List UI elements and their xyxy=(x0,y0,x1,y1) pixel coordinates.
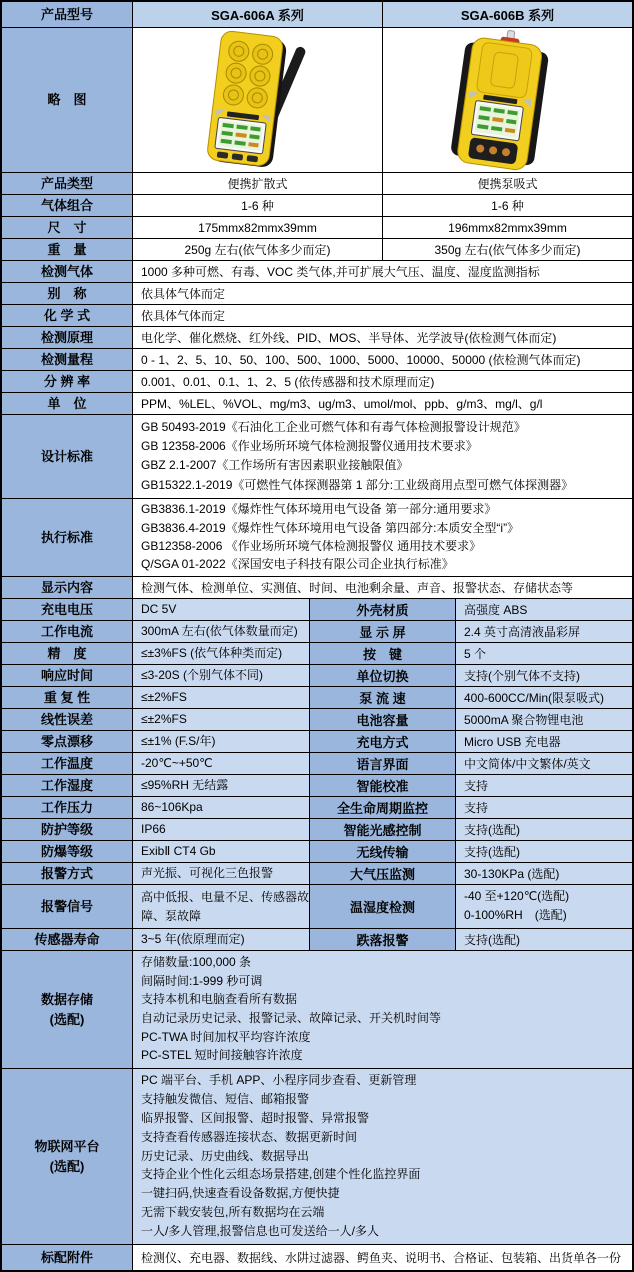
iot-platform-lines xyxy=(132,1069,632,1244)
spec-label: 产品类型 xyxy=(2,173,132,194)
spec-value: 30-130KPa (选配) xyxy=(455,863,632,884)
spec-value: 支持(个别气体不支持) xyxy=(455,665,632,686)
spec-label-line: 物联网平台 xyxy=(34,1139,100,1154)
standard-line: GB3836.1-2019《爆炸性气体环境用电气设备 第一部分:通用要求》 xyxy=(141,502,497,517)
row-design-standard xyxy=(2,414,632,498)
feature-line: 临界报警、区间报警、超时报警、异常报警 xyxy=(141,1110,370,1125)
spec-label: 报警信号 xyxy=(2,885,132,928)
spec-label: 单 位 xyxy=(2,393,132,414)
row-data-storage xyxy=(2,950,632,1068)
standard-line: GB15322.1-2019《可燃性气体探测器第 1 部分:工业级商用点型可燃气体探测器》 xyxy=(141,477,574,492)
row-working-humidity xyxy=(2,774,632,796)
spec-label: 检测量程 xyxy=(2,349,132,370)
row-dimensions xyxy=(2,216,632,238)
row-gas-combination xyxy=(2,194,632,216)
spec-label: 泵 流 速 xyxy=(309,687,455,708)
spec-label: 检测原理 xyxy=(2,327,132,348)
spec-label: 外壳材质 xyxy=(309,599,455,620)
spec-label: 语言界面 xyxy=(309,753,455,774)
spec-value: IP66 xyxy=(132,819,309,840)
row-detect-gas xyxy=(2,260,632,282)
spec-label: 线性误差 xyxy=(2,709,132,730)
row-chemical-formula xyxy=(2,304,632,326)
spec-label: 别 称 xyxy=(2,283,132,304)
spec-label xyxy=(2,1069,132,1244)
spec-value: 支持(选配) xyxy=(455,929,632,950)
spec-value: 0 - 1、2、5、10、50、100、500、1000、5000、10000、50000 (依检测气体而定) xyxy=(132,349,632,370)
spec-value: ≤±2%FS xyxy=(132,709,309,730)
row-unit xyxy=(2,392,632,414)
spec-value-a: 175mmx82mmx39mm xyxy=(132,217,382,238)
row-working-current xyxy=(2,620,632,642)
spec-label: 充电方式 xyxy=(309,731,455,752)
spec-label: 零点漂移 xyxy=(2,731,132,752)
spec-label: 检测气体 xyxy=(2,261,132,282)
feature-line: 支持触发微信、短信、邮箱报警 xyxy=(141,1091,310,1106)
spec-value xyxy=(455,885,632,928)
spec-value: ExibⅡ CT4 Gb xyxy=(132,841,309,862)
sketch-label: 略 图 xyxy=(2,28,132,172)
spec-value: 支持(选配) xyxy=(455,819,632,840)
spec-value: 依具体气体而定 xyxy=(132,305,632,326)
spec-value: 检测仪、充电器、数据线、水阱过滤器、鳄鱼夹、说明书、合格证、包装箱、出货单各一份 xyxy=(132,1245,632,1270)
spec-value: 400-600CC/Min(限泵吸式) xyxy=(455,687,632,708)
spec-value: 支持 xyxy=(455,775,632,796)
spec-label: 防护等级 xyxy=(2,819,132,840)
row-charge-voltage xyxy=(2,598,632,620)
spec-label-line: (选配) xyxy=(49,1011,85,1027)
spec-label: 工作压力 xyxy=(2,797,132,818)
spec-label: 工作温度 xyxy=(2,753,132,774)
spec-value: 0.001、0.01、0.1、1、2、5 (依传感器和技术原理而定) xyxy=(132,371,632,392)
spec-value: -20℃~+50℃ xyxy=(132,753,309,774)
spec-value: 电化学、催化燃烧、红外线、PID、MOS、半导体、光学波导(依检测气体而定) xyxy=(132,327,632,348)
feature-line: 支持本机和电脑查看所有数据 xyxy=(141,992,298,1007)
spec-value: 2.4 英寸高清液晶彩屏 xyxy=(455,621,632,642)
feature-line: PC-TWA 时间加权平均容许浓度 xyxy=(141,1029,311,1044)
row-repeatability xyxy=(2,686,632,708)
row-detection-range xyxy=(2,348,632,370)
spec-value-b: 350g 左右(依气体多少而定) xyxy=(382,239,632,260)
row-product-model xyxy=(2,2,632,27)
device-b-image xyxy=(382,28,632,172)
feature-line: 支持企业个性化云组态场景搭建,创建个性化监控界面 xyxy=(141,1167,421,1182)
spec-value-a: 250g 左右(依气体多少而定) xyxy=(132,239,382,260)
spec-value: 声光振、可视化三色报警 xyxy=(132,863,309,884)
sga-606b-device-icon xyxy=(408,30,608,171)
spec-value: ≤±3%FS (依气体种类而定) xyxy=(132,643,309,664)
spec-value-b: 便携泵吸式 xyxy=(382,173,632,194)
spec-label: 防爆等级 xyxy=(2,841,132,862)
row-protection-class xyxy=(2,818,632,840)
standard-line: GB3836.4-2019《爆炸性气体环境用电气设备 第四部分:本质安全型“i”》 xyxy=(141,520,520,535)
row-zero-drift xyxy=(2,730,632,752)
row-exec-standard xyxy=(2,498,632,576)
feature-line: 间隔时间:1-999 秒可调 xyxy=(141,973,263,988)
design-standard-lines xyxy=(132,415,632,498)
spec-label: 跌落报警 xyxy=(309,929,455,950)
feature-line: 历史记录、历史曲线、数据导出 xyxy=(141,1148,310,1163)
row-working-temperature xyxy=(2,752,632,774)
row-alias xyxy=(2,282,632,304)
spec-label: 显示内容 xyxy=(2,577,132,598)
data-storage-lines xyxy=(132,951,632,1068)
spec-label: 传感器寿命 xyxy=(2,929,132,950)
spec-value: PPM、%LEL、%VOL、mg/m3、ug/m3、umol/mol、ppb、g/m3、mg/l、g/l xyxy=(132,393,632,414)
product-model-label: 产品型号 xyxy=(2,2,132,27)
spec-value: DC 5V xyxy=(132,599,309,620)
standard-line: GB 50493-2019《石油化工企业可燃气体和有毒气体检测报警设计规范》 xyxy=(141,419,526,434)
spec-value-b: 196mmx82mmx39mm xyxy=(382,217,632,238)
spec-label: 大气压监测 xyxy=(309,863,455,884)
spec-value: ≤95%RH 无结露 xyxy=(132,775,309,796)
spec-value-b: 1-6 种 xyxy=(382,195,632,216)
row-alarm-signal xyxy=(2,884,632,928)
spec-label-line: 数据存储 xyxy=(40,992,93,1007)
spec-label: 温湿度检测 xyxy=(309,885,455,928)
series-b-header: SGA-606B 系列 xyxy=(382,2,632,27)
spec-value: 3~5 年(依原理而定) xyxy=(132,929,309,950)
row-iot-platform xyxy=(2,1068,632,1244)
spec-value: 支持 xyxy=(455,797,632,818)
spec-label: 重 量 xyxy=(2,239,132,260)
temp-humidity-line: 0-100%RH (选配) xyxy=(464,908,567,923)
spec-label: 按 键 xyxy=(309,643,455,664)
sga-606a-device-icon xyxy=(158,30,358,171)
feature-line: 存储数量:100,000 条 xyxy=(141,954,252,969)
exec-standard-lines xyxy=(132,499,632,576)
device-a-image xyxy=(132,28,382,172)
spec-label: 报警方式 xyxy=(2,863,132,884)
series-a-header: SGA-606A 系列 xyxy=(132,2,382,27)
spec-label: 精 度 xyxy=(2,643,132,664)
spec-value: 支持(选配) xyxy=(455,841,632,862)
feature-line: 自动记录历史记录、报警记录、故障记录、开关机时间等 xyxy=(141,1010,442,1025)
spec-label: 响应时间 xyxy=(2,665,132,686)
spec-value: ≤±1% (F.S/年) xyxy=(132,731,309,752)
spec-value-a: 1-6 种 xyxy=(132,195,382,216)
row-accuracy xyxy=(2,642,632,664)
row-explosion-proof-class xyxy=(2,840,632,862)
row-working-pressure xyxy=(2,796,632,818)
spec-value: 5 个 xyxy=(455,643,632,664)
standard-line: GB 12358-2006《作业场所环境气体检测报警仪通用技术要求》 xyxy=(141,438,478,453)
spec-label: 标配附件 xyxy=(2,1245,132,1270)
spec-value: Micro USB 充电器 xyxy=(455,731,632,752)
spec-value: 检测气体、检测单位、实测值、时间、电池剩余量、声音、报警状态、存储状态等 xyxy=(132,577,632,598)
standard-line: Q/SGA 01-2022《深国安电子科技有限公司企业执行标准》 xyxy=(141,556,454,571)
spec-value: ≤±2%FS xyxy=(132,687,309,708)
feature-line: 无需下载安装包,所有数据均在云端 xyxy=(141,1205,325,1220)
standard-line: GB12358-2006 《作业场所环境气体检测报警仪 通用技术要求》 xyxy=(141,538,482,553)
feature-line: 一人/多人管理,报警信息也可发送给一人/多人 xyxy=(141,1224,380,1239)
spec-value: 5000mA 聚合物锂电池 xyxy=(455,709,632,730)
spec-value-a: 便携扩散式 xyxy=(132,173,382,194)
row-sensor-life xyxy=(2,928,632,950)
spec-label: 电池容量 xyxy=(309,709,455,730)
spec-value: 86~106Kpa xyxy=(132,797,309,818)
spec-value: 高中低报、电量不足、传感器故障、泵故障 xyxy=(132,885,309,928)
spec-label: 气体组合 xyxy=(2,195,132,216)
spec-label: 执行标准 xyxy=(2,499,132,576)
row-linearity-error xyxy=(2,708,632,730)
spec-label-line: (选配) xyxy=(49,1158,85,1174)
row-product-type xyxy=(2,172,632,194)
spec-label: 智能光感控制 xyxy=(309,819,455,840)
spec-label: 智能校准 xyxy=(309,775,455,796)
feature-line: 一键扫码,快速查看设备数据,方便快捷 xyxy=(141,1186,340,1201)
spec-label: 全生命周期监控 xyxy=(309,797,455,818)
spec-value: 300mA 左右(依气体数量而定) xyxy=(132,621,309,642)
spec-label: 化 学 式 xyxy=(2,305,132,326)
row-weight xyxy=(2,238,632,260)
row-accessories xyxy=(2,1244,632,1270)
row-resolution xyxy=(2,370,632,392)
spec-label: 分 辨 率 xyxy=(2,371,132,392)
spec-value: 中文简体/中文繁体/英文 xyxy=(455,753,632,774)
feature-line: PC 端平台、手机 APP、小程序同步查看、更新管理 xyxy=(141,1073,417,1088)
spec-label: 工作湿度 xyxy=(2,775,132,796)
spec-value: 依具体气体而定 xyxy=(132,283,632,304)
spec-label: 显 示 屏 xyxy=(309,621,455,642)
standard-line: GBZ 2.1-2007《工作场所有害因素职业接触限值》 xyxy=(141,458,409,473)
temp-humidity-line: -40 至+120℃(选配) xyxy=(464,889,570,904)
spec-label: 单位切换 xyxy=(309,665,455,686)
spec-value: ≤3-20S (个别气体不同) xyxy=(132,665,309,686)
spec-label xyxy=(2,951,132,1068)
row-response-time xyxy=(2,664,632,686)
row-display-content xyxy=(2,576,632,598)
spec-label: 充电电压 xyxy=(2,599,132,620)
row-alarm-mode xyxy=(2,862,632,884)
row-sketch xyxy=(2,27,632,172)
spec-label: 设计标准 xyxy=(2,415,132,498)
spec-label: 重 复 性 xyxy=(2,687,132,708)
feature-line: PC-STEL 短时间接触容许浓度 xyxy=(141,1048,303,1063)
feature-line: 支持查看传感器连接状态、数据更新时间 xyxy=(141,1129,358,1144)
spec-label: 无线传输 xyxy=(309,841,455,862)
spec-value: 1000 多种可燃、有毒、VOC 类气体,并可扩展大气压、温度、湿度监测指标 xyxy=(132,261,632,282)
spec-label: 工作电流 xyxy=(2,621,132,642)
row-detection-principle xyxy=(2,326,632,348)
spec-value: 高强度 ABS xyxy=(455,599,632,620)
spec-label: 尺 寸 xyxy=(2,217,132,238)
